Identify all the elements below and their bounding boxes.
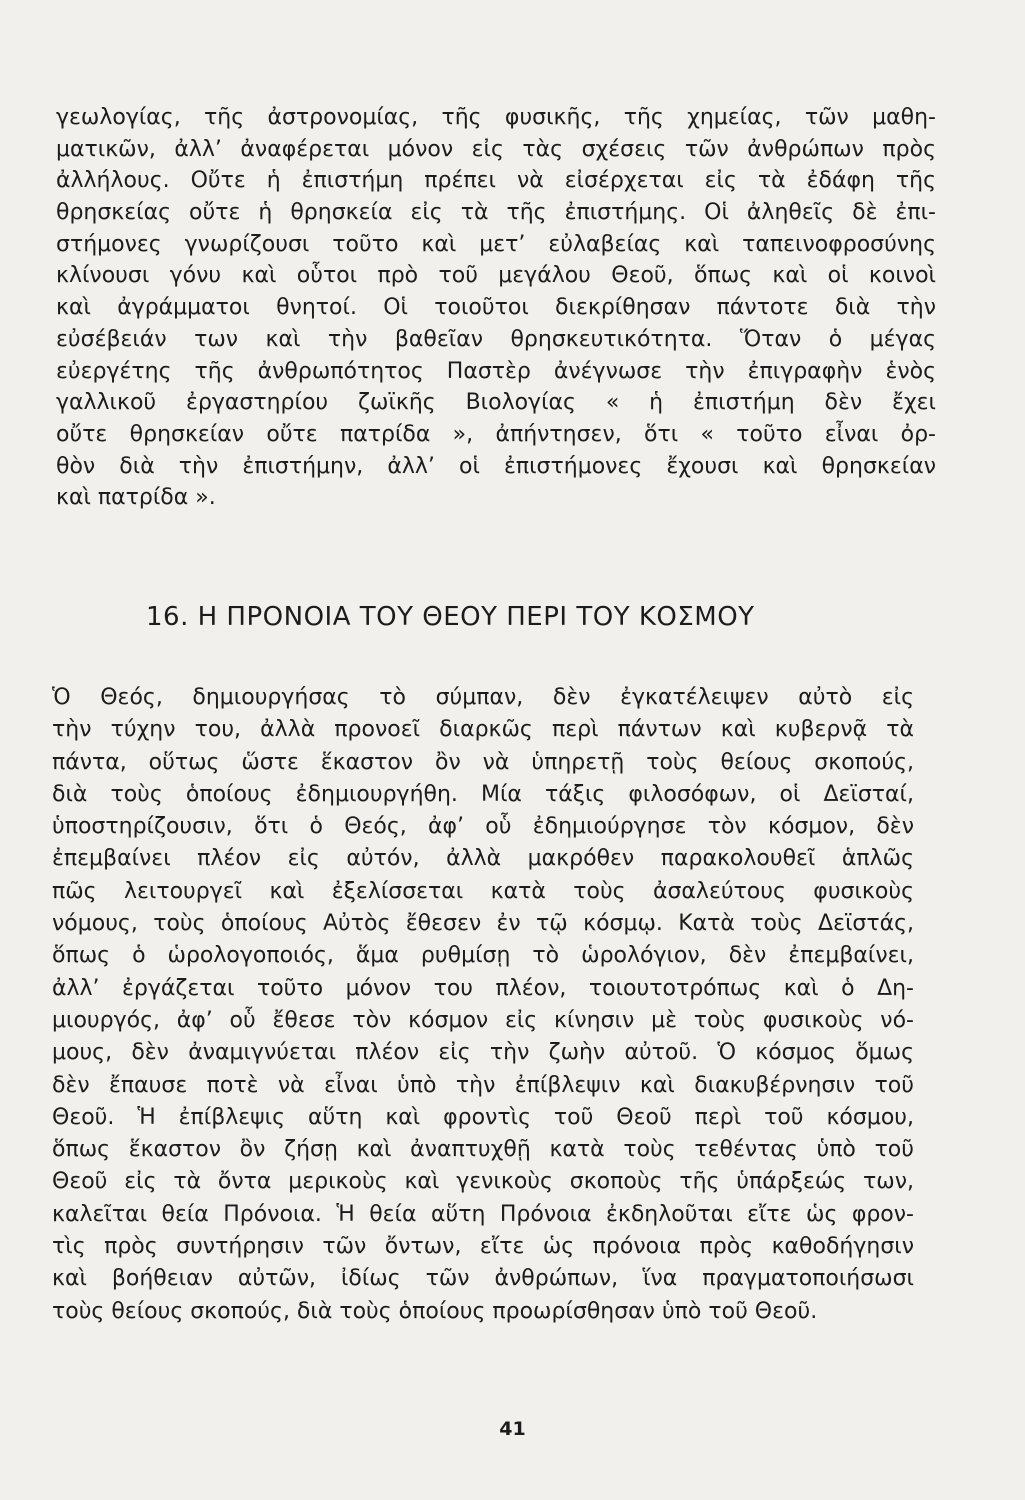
text-line: πῶς λειτουργεῖ καὶ ἐξελίσσεται κατὰ τοὺς ἀσαλεύτους φυσικοὺς <box>52 878 914 904</box>
text-line: θὸν διὰ τὴν ἐπιστήμην, ἀλλ’ οἱ ἐπιστήμονες ἔχουσι καὶ θρησκείαν <box>56 453 936 479</box>
text-line: καὶ ἀγράμματοι θνητοί. Οἱ τοιοῦτοι διεκρίθησαν πάντοτε διὰ τὴν <box>56 295 936 321</box>
text-line: τὶς πρὸς συντήρησιν τῶν ὄντων, εἴτε ὡς πρόνοια πρὸς καθοδήγησιν <box>52 1234 914 1260</box>
text-line: ἀλλ’ ἐργάζεται τοῦτο μόνον του πλέον, τοιουτοτρόπως καὶ ὁ Δη- <box>52 975 914 1001</box>
page-number: 41 <box>499 1418 526 1440</box>
text-line: μους, δὲν ἀναμιγνύεται πλέον εἰς τὴν ζωὴν αὐτοῦ. Ὁ κόσμος ὅμως <box>52 1040 914 1066</box>
text-line: καὶ πατρίδα ». <box>56 485 216 511</box>
text-line: ὅπως ὁ ὡρολογοποιός, ἅμα ρυθμίσῃ τὸ ὡρολόγιον, δὲν ἐπεμβαίνει, <box>52 943 914 969</box>
text-line: ὑποστηρίζουσιν, ὅτι ὁ Θεός, ἀφ’ οὗ ἐδημιούργησε τὸν κόσμον, δὲν <box>52 814 914 840</box>
text-line: εὐεργέτης τῆς ἀνθρωπότητος Παστὲρ ἀνέγνωσε τὴν ἐπιγραφὴν ἑνὸς <box>56 358 936 384</box>
section-heading: 16. Η ΠΡΟΝΟΙΑ ΤΟΥ ΘΕΟΥ ΠΕΡΙ ΤΟΥ ΚΟΣΜΟΥ <box>146 602 755 632</box>
text-line: τὴν τύχην του, ἀλλὰ προνοεῖ διαρκῶς περὶ πάντων καὶ κυβερνᾷ τὰ <box>52 717 914 743</box>
text-line: ἀλλήλους. Οὔτε ἡ ἐπιστήμη πρέπει νὰ εἰσέρχεται εἰς τὰ ἐδάφη τῆς <box>56 168 936 194</box>
text-line: καὶ βοήθειαν αὐτῶν, ἰδίως τῶν ἀνθρώπων, ἵνα πραγματοποιήσωσι <box>52 1266 914 1292</box>
paragraph-providence <box>52 682 914 1328</box>
text-line: μιουργός, ἀφ’ οὗ ἔθεσε τὸν κόσμον εἰς κίνησιν μὲ τοὺς φυσικοὺς νό- <box>52 1007 914 1033</box>
text-line: νόμους, τοὺς ὁποίους Αὐτὸς ἔθεσεν ἐν τῷ κόσμῳ. Κατὰ τοὺς Δεϊστάς, <box>52 911 914 937</box>
text-line: ματικῶν, ἀλλ’ ἀναφέρεται μόνον εἰς τὰς σχέσεις τῶν ἀνθρώπων πρὸς <box>56 136 936 162</box>
text-line: οὔτε θρησκείαν οὔτε πατρίδα », ἀπήντησεν, ὅτι « τοῦτο εἶναι ὀρ- <box>56 421 936 447</box>
text-line: γαλλικοῦ ἐργαστηρίου ζωϊκῆς Βιολογίας « ἡ ἐπιστήμη δὲν ἔχει <box>56 390 936 416</box>
text-line: Θεοῦ. Ἡ ἐπίβλεψις αὕτη καὶ φροντὶς τοῦ Θεοῦ περὶ τοῦ κόσμου, <box>52 1104 914 1130</box>
text-line: κλίνουσι γόνυ καὶ οὗτοι πρὸ τοῦ μεγάλου Θεοῦ, ὅπως καὶ οἱ κοινοὶ <box>56 263 936 289</box>
text-line: διὰ τοὺς ὁποίους ἐδημιουργήθη. Μία τάξις φιλοσόφων, οἱ Δεϊσταί, <box>52 781 914 807</box>
text-line: καλεῖται θεία Πρόνοια. Ἡ θεία αὕτη Πρόνοια ἐκδηλοῦται εἴτε ὡς φρον- <box>52 1201 914 1227</box>
text-line: θρησκείας οὔτε ἡ θρησκεία εἰς τὰ τῆς ἐπιστήμης. Οἱ ἀληθεῖς δὲ ἐπι- <box>56 200 936 226</box>
text-line: τοὺς θείους σκοπούς, διὰ τοὺς ὁποίους προωρίσθησαν ὑπὸ τοῦ Θεοῦ. <box>52 1298 818 1324</box>
text-line: γεωλογίας, τῆς ἀστρονομίας, τῆς φυσικῆς, τῆς χημείας, τῶν μαθη- <box>56 105 936 130</box>
text-line: ὅπως ἕκαστον ὂν ζήσῃ καὶ ἀναπτυχθῇ κατὰ τοὺς τεθέντας ὑπὸ τοῦ <box>52 1137 914 1163</box>
text-line: δὲν ἔπαυσε ποτὲ νὰ εἶναι ὑπὸ τὴν ἐπίβλεψιν καὶ διακυβέρνησιν τοῦ <box>52 1072 914 1098</box>
text-line: ἐπεμβαίνει πλέον εἰς αὐτόν, ἀλλὰ μακρόθεν παρακολουθεῖ ἁπλῶς <box>52 846 914 872</box>
paragraph-continued <box>56 102 936 514</box>
text-line: Θεοῦ εἰς τὰ ὄντα μερικοὺς καὶ γενικοὺς σκοποὺς τῆς ὑπάρξεώς των, <box>52 1169 914 1195</box>
text-line: Ὁ Θεός, δημιουργήσας τὸ σύμπαν, δὲν ἐγκατέλειψεν αὐτὸ εἰς <box>52 685 914 710</box>
text-line: στήμονες γνωρίζουσι τοῦτο καὶ μετ’ εὐλαβείας καὶ ταπεινοφροσύνης <box>56 231 936 257</box>
text-line: πάντα, οὕτως ὥστε ἕκαστον ὂν νὰ ὑπηρετῇ τοὺς θείους σκοπούς, <box>52 749 914 775</box>
text-line: εὐσέβειάν των καὶ τὴν βαθεῖαν θρησκευτικότητα. Ὅταν ὁ μέγας <box>56 326 936 352</box>
